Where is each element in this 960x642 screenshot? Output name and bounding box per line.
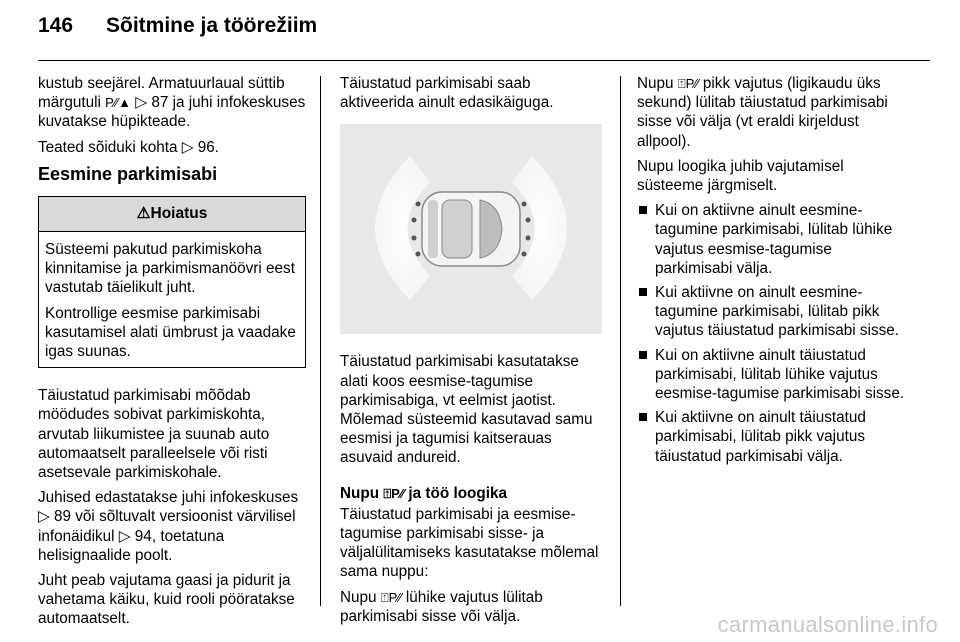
bullet-square-icon bbox=[639, 288, 647, 296]
list-item: Kui on aktiivne ainult täiustatud parkimisabi, lülitab lühike vajutus eesmise-tagumise parkimisabi sisse. bbox=[637, 346, 905, 404]
car-top-view bbox=[422, 192, 520, 266]
bullet-square-icon bbox=[639, 206, 647, 214]
warning-title: ⚠Hoiatus bbox=[39, 197, 305, 232]
header-rule bbox=[38, 60, 930, 61]
column-divider-2 bbox=[620, 76, 621, 606]
page-number: 146 bbox=[38, 14, 74, 37]
bullet-list bbox=[637, 201, 905, 466]
column-1 bbox=[38, 74, 306, 635]
park-button-icon: ⍐P⁄⁄ bbox=[677, 76, 699, 91]
park-button-icon: ⍐P⁄⁄ bbox=[380, 589, 402, 605]
park-assist-icon: P⁄⁄▲ bbox=[105, 95, 132, 111]
paragraph: kustub seejärel. Armatuurlaual süttib märgutuli P⁄⁄▲ ▷ 87 ja juhi infokeskuses kuvatakse hüpikteade. bbox=[38, 75, 306, 131]
page-title: Sõitmine ja töörežiim bbox=[106, 14, 318, 37]
paragraph: Täiustatud parkimisabi kasutatakse alati koos eesmise-tagumise parkimisabiga, vt eelmist jaotist. Mõlemad süsteemid kasutavad samu eesmisi ja tagumisi kaitserauas asuvaid andureid. bbox=[340, 353, 593, 467]
page-header bbox=[38, 14, 317, 38]
paragraph: Juht peab vajutama gaasi ja pidurit ja vahetama käiku, kuid rooli pööratakse automaatselt. bbox=[38, 572, 295, 628]
paragraph: Täiustatud parkimisabi mõõdab möödudes sobivat parkimiskohta, arvutab liikumistee ja suunab auto automaatselt paralleelsele või risti asetsevale parkimiskohale. bbox=[38, 387, 270, 482]
paragraph: Juhised edastatakse juhi infokeskuses ▷ 89 või sõltuvalt versioonist värvilisel infonäidikul ▷ 94, toetatuna helisignaalide poolt. bbox=[38, 489, 299, 564]
bullet-square-icon bbox=[639, 351, 647, 359]
section-heading: Eesmine parkimisabi bbox=[38, 163, 218, 184]
car-sensor-diagram bbox=[340, 124, 602, 334]
warning-text: Kontrollige eesmise parkimisabi kasutamisel alati ümbrust ja vaadake igas suunas. bbox=[45, 304, 296, 361]
column-3 bbox=[637, 74, 905, 471]
column-divider-1 bbox=[320, 76, 321, 606]
list-item: Kui aktiivne on ainult täiustatud parkimisabi, lülitab pikk vajutus täiustatud parkimisabi välja. bbox=[637, 408, 905, 466]
subheading: Nupu ⍐P⁄⁄ ja töö loogika bbox=[340, 484, 508, 502]
park-button-icon: ⍐P⁄⁄ bbox=[383, 485, 405, 501]
list-item: Kui aktiivne on ainult eesmine-tagumine parkimisabi, lülitab pikk vajutus täiustatud parkimisabi sisse. bbox=[637, 283, 905, 341]
watermark: carmanualsonline.info bbox=[717, 612, 938, 637]
list-item: Kui on aktiivne ainult eesmine-tagumine parkimisabi, lülitab lühike vajutus eesmise-tagumise parkimisabi välja. bbox=[637, 201, 905, 278]
paragraph: Nupu ⍐P⁄⁄ pikk vajutus (ligikaudu üks sekund) lülitab täiustatud parkimisabi sisse või välja (vt eraldi kirjeldust allpool). bbox=[637, 75, 888, 150]
paragraph: Nupu loogika juhib vajutamisel süsteeme järgmiselt. bbox=[637, 157, 844, 195]
warning-box bbox=[38, 196, 306, 368]
paragraph: Täiustatud parkimisabi ja eesmise-tagumise parkimisabi sisse- ja väljalülitamiseks kasutatakse mõlemal sama nuppu: bbox=[340, 505, 599, 581]
paragraph: Teated sõiduki kohta ▷ 96. bbox=[38, 138, 219, 156]
paragraph: Täiustatud parkimisabi saab aktiveerida ainult edasikäiguga. bbox=[340, 75, 554, 112]
paragraph: Nupu ⍐P⁄⁄ lühike vajutus lülitab parkimisabi sisse või välja. bbox=[340, 588, 543, 625]
parking-sensor-illustration bbox=[340, 124, 602, 334]
bullet-square-icon bbox=[639, 413, 647, 421]
column-2 bbox=[340, 74, 606, 632]
warning-text: Süsteemi pakutud parkimiskoha kinnitamise ja parkimismanöövri eest vastutab täielikult juht. bbox=[45, 241, 295, 297]
